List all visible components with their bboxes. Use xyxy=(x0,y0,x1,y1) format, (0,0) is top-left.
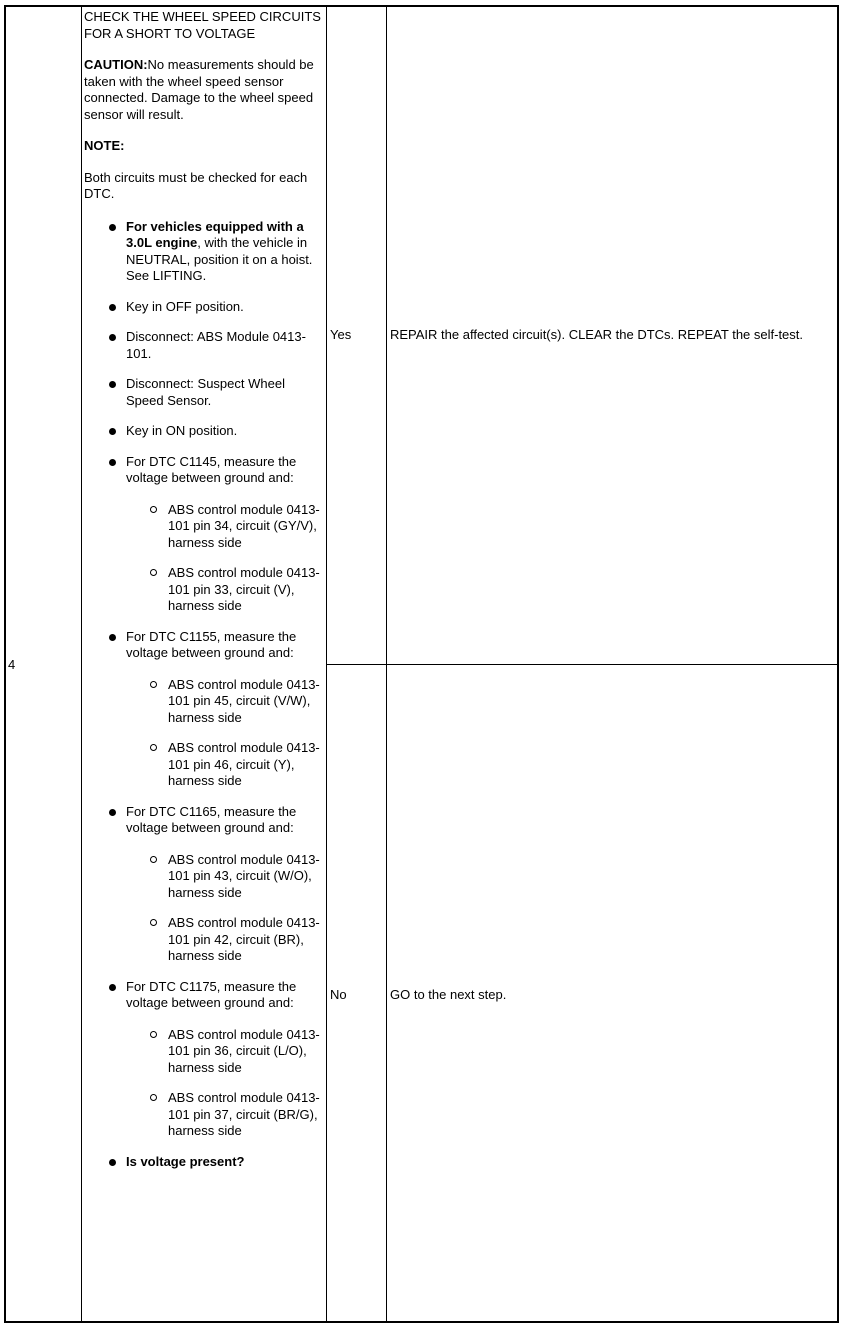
result-no-action: GO to the next step. xyxy=(390,987,507,1002)
instructions-cell xyxy=(84,9,326,1184)
list-item-question: Is voltage present? xyxy=(84,1154,326,1171)
result-yes-label: Yes xyxy=(330,327,352,342)
note-label: NOTE: xyxy=(84,138,125,153)
step-number: 4 xyxy=(8,657,16,672)
list-item-key-off: Key in OFF position. xyxy=(84,299,326,316)
sublist-item: ABS control module 0413-101 pin 46, circuit (Y), harness side xyxy=(126,740,326,790)
procedure-list xyxy=(84,219,326,1171)
list-item-c1165: For DTC C1165, measure the voltage between ground and: ABS control module 0413-101 pin 43, circuit (W/O), harness side ABS control module 0413-101 pin 42, circuit (BR), harness side xyxy=(84,804,326,965)
caution-note xyxy=(84,57,326,123)
list-item-c1155: For DTC C1155, measure the voltage between ground and: ABS control module 0413-101 pin 45, circuit (V/W), harness side ABS control module 0413-101 pin 46, circuit (Y), harness side xyxy=(84,629,326,790)
column-divider-step xyxy=(81,5,82,1323)
list-item-c1145: For DTC C1145, measure the voltage between ground and: ABS control module 0413-101 pin 34, circuit (GY/V), harness side ABS control module 0413-101 pin 33, circuit (V), harness side xyxy=(84,454,326,615)
step-title: CHECK THE WHEEL SPEED CIRCUITS FOR A SHORT TO VOLTAGE xyxy=(84,9,321,41)
result-yes-action: REPAIR the affected circuit(s). CLEAR the DTCs. REPEAT the self-test. xyxy=(390,327,804,342)
list-item-c1175: For DTC C1175, measure the voltage between ground and: ABS control module 0413-101 pin 36, circuit (L/O), harness side ABS control module 0413-101 pin 37, circuit (BR/G), harness side xyxy=(84,979,326,1140)
result-no-label: No xyxy=(330,987,347,1002)
sublist-item: ABS control module 0413-101 pin 33, circuit (V), harness side xyxy=(126,565,326,615)
sublist-item: ABS control module 0413-101 pin 45, circuit (V/W), harness side xyxy=(126,677,326,727)
caution-text: No measurements should be taken with the wheel speed sensor connected. Damage to the wheel speed sensor will result. xyxy=(84,57,314,122)
sublist-item: ABS control module 0413-101 pin 34, circuit (GY/V), harness side xyxy=(126,502,326,552)
sublist-c1145 xyxy=(126,502,326,615)
sublist-item: ABS control module 0413-101 pin 43, circuit (W/O), harness side xyxy=(126,852,326,902)
sublist-item: ABS control module 0413-101 pin 36, circuit (L/O), harness side xyxy=(126,1027,326,1077)
caution-label: CAUTION: xyxy=(84,57,148,72)
list-item-hoist: For vehicles equipped with a 3.0L engine, with the vehicle in NEUTRAL, position it on a hoist. See LIFTING. xyxy=(84,219,326,285)
note-text: Both circuits must be checked for each DTC. xyxy=(84,169,308,201)
sublist-item: ABS control module 0413-101 pin 42, circuit (BR), harness side xyxy=(126,915,326,965)
sublist-c1175 xyxy=(126,1027,326,1140)
list-item-key-on: Key in ON position. xyxy=(84,423,326,440)
sublist-item: ABS control module 0413-101 pin 37, circuit (BR/G), harness side xyxy=(126,1090,326,1140)
sublist-c1165 xyxy=(126,852,326,965)
list-item-disconnect-sensor: Disconnect: Suspect Wheel Speed Sensor. xyxy=(84,376,326,409)
row-divider-yes-no xyxy=(326,664,839,665)
list-item-disconnect-abs: Disconnect: ABS Module 0413-101. xyxy=(84,329,326,362)
sublist-c1155 xyxy=(126,677,326,790)
